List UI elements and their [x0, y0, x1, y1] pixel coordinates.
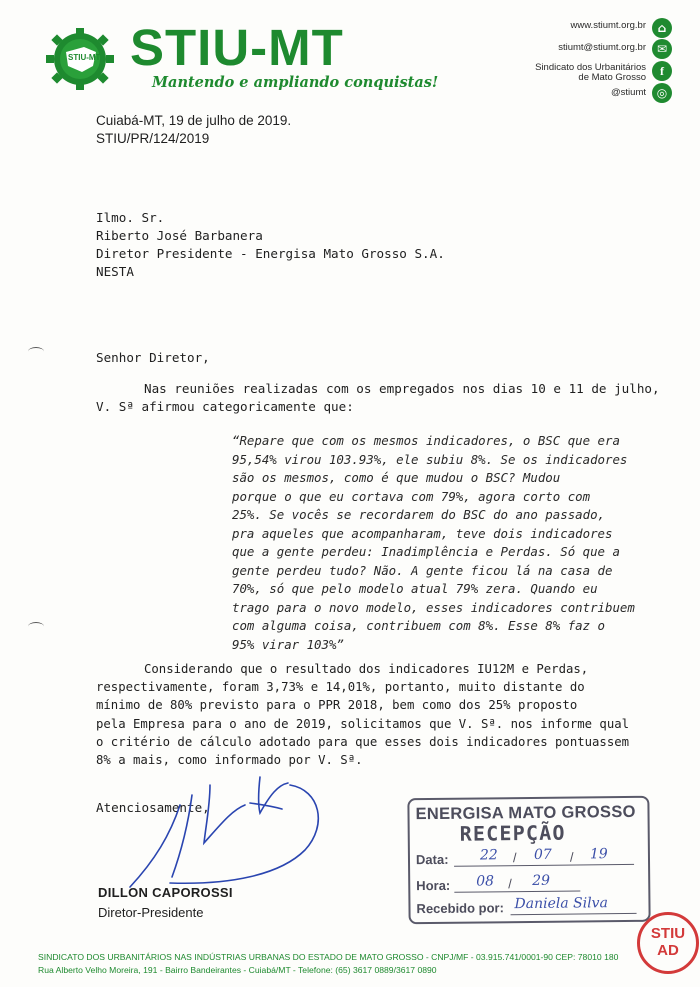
paragraph-2-line: respectivamente, foram 3,73% e 14,01%, portanto, muito distante do — [96, 680, 585, 695]
seal-line-2: AD — [657, 942, 679, 959]
quote-block — [232, 432, 672, 654]
paragraph-2-line: 8% a mais, como informado por V. Sª. — [96, 753, 363, 768]
time-separator: / — [508, 876, 512, 892]
quote-line: porque o que eu cortava com 79%, agora corto com — [232, 488, 591, 504]
instagram-icon: ◎ — [652, 83, 672, 103]
stamp-date-line — [454, 864, 634, 867]
union-logo — [38, 26, 122, 92]
stamp-received-line — [511, 913, 637, 915]
brand-name: STIU-MT — [130, 19, 344, 76]
logo-text: STIU-MT — [68, 53, 101, 62]
stamp-time-hour: 08 — [476, 873, 495, 890]
signatory-role: Diretor-Presidente — [98, 905, 204, 920]
footer-line-2: Rua Alberto Velho Moreira, 191 - Bairro Bandeirantes - Cuiabá/MT - Telefone: (65) 3617 0889/3617 0890 — [38, 965, 437, 975]
facebook-icon: f — [652, 61, 672, 81]
stamp-date-label: Data: — [415, 851, 449, 868]
date-separator: / — [569, 849, 574, 865]
closing: Atenciosamente, — [96, 800, 210, 815]
stamp-date-month: 07 — [533, 846, 552, 863]
hole-punch-mark — [28, 347, 44, 356]
reception-stamp — [407, 796, 650, 925]
stamp-date-day: 22 — [479, 847, 498, 864]
quote-line: gente perdeu tudo? Não. A gente ficou lá na casa de — [232, 562, 613, 578]
instagram-link[interactable]: @stiumt — [611, 87, 646, 98]
stiu-ad-seal — [637, 912, 699, 974]
paragraph-1-line: V. Sª afirmou categoricamente que: — [96, 399, 354, 415]
recipient-block — [96, 209, 445, 281]
quote-line: 70%, só que pelo modelo atual 79% zera. Quando eu — [232, 581, 598, 596]
stamp-subtitle: RECEPÇÃO — [459, 820, 566, 846]
footer-line-1: SINDICATO DOS URBANITÁRIOS NAS INDÚSTRIAS URBANAS DO ESTADO DE MATO GROSSO - CNPJ/MF - 03.915.741/0001-90 CEP: 78010 180 — [38, 952, 619, 962]
facebook-line-1: Sindicato dos Urbanitários — [535, 62, 646, 73]
paragraph-1-line: Nas reuniões realizadas com os empregados nos dias 10 e 11 de julho, — [144, 381, 660, 396]
greeting: Senhor Diretor, — [96, 350, 210, 365]
handwritten-signature — [110, 765, 340, 895]
quote-line: 95,54% virou 103.93%, ele subiu 8%. Se os indicadores — [232, 451, 628, 467]
facebook-line-2: de Mato Grosso — [578, 72, 646, 84]
email-link[interactable]: stiumt@stiumt.org.br — [558, 42, 646, 53]
stamp-title: ENERGISA MATO GROSSO — [415, 802, 636, 824]
stamp-time-line — [454, 890, 580, 892]
paragraph-2-line: Considerando que o resultado dos indicadores IU12M e Perdas, — [144, 662, 589, 676]
recipient-position: Diretor Presidente - Energisa Mato Grosso S.A. — [96, 246, 445, 261]
dateline: Cuiabá-MT, 19 de julho de 2019. — [96, 113, 292, 128]
signatory-name: DILLON CAPOROSSI — [98, 885, 233, 900]
mail-icon: ✉ — [652, 39, 672, 59]
stamp-time-label: Hora: — [416, 877, 451, 894]
paragraph-2-line: o critério de cálculo adotado para que esses dois indicadores pontuassem — [96, 734, 630, 749]
website-link[interactable]: www.stiumt.org.br — [570, 20, 646, 31]
paragraph-2-line: pela Empresa para o ano de 2019, solicitamos que V. Sª. nos informe qual — [96, 716, 630, 731]
recipient-title: Ilmo. Sr. — [96, 210, 165, 225]
tagline: Mantendo e ampliando conquistas! — [152, 74, 439, 91]
paragraph-1 — [96, 380, 676, 416]
quote-line: que a gente perdeu: Inadimplência e Perdas. Só que a — [232, 544, 620, 559]
quote-line: são os mesmos, como é que mudou o BSC? Mudou — [232, 470, 561, 485]
quote-line: trago para o novo modelo, esses indicadores contribuem — [232, 599, 635, 615]
quote-line: 95% virar 103%” — [232, 636, 344, 652]
quote-line: pra aqueles que acompanharam, teve dois indicadores — [232, 525, 613, 541]
hole-punch-mark — [28, 622, 44, 631]
paragraph-2-line: mínimo de 80% previsto para o PPR 2018, bem como dos 25% proposto — [96, 698, 578, 713]
facebook-link[interactable] — [535, 63, 646, 84]
recipient-delivery: NESTA — [96, 264, 134, 279]
quote-line: com alguma coisa, contribuem com 8%. Esse 8% faz o — [232, 618, 605, 633]
reference-number: STIU/PR/124/2019 — [96, 131, 210, 146]
stamp-received-label: Recebido por: — [416, 900, 504, 917]
stamp-received-by: Daniela Silva — [514, 895, 608, 913]
stamp-time-minute: 29 — [532, 872, 551, 889]
stamp-date-year: 19 — [589, 846, 608, 863]
quote-line: 25%. Se vocês se recordarem do BSC do ano passado, — [232, 507, 605, 522]
date-separator: / — [512, 850, 517, 866]
seal-line-1: STIU — [650, 925, 686, 942]
recipient-name: Riberto José Barbanera — [96, 228, 263, 243]
home-icon: ⌂ — [652, 18, 672, 38]
quote-line: “Repare que com os mesmos indicadores, o BSC que era — [232, 433, 620, 448]
paragraph-2 — [96, 660, 676, 769]
